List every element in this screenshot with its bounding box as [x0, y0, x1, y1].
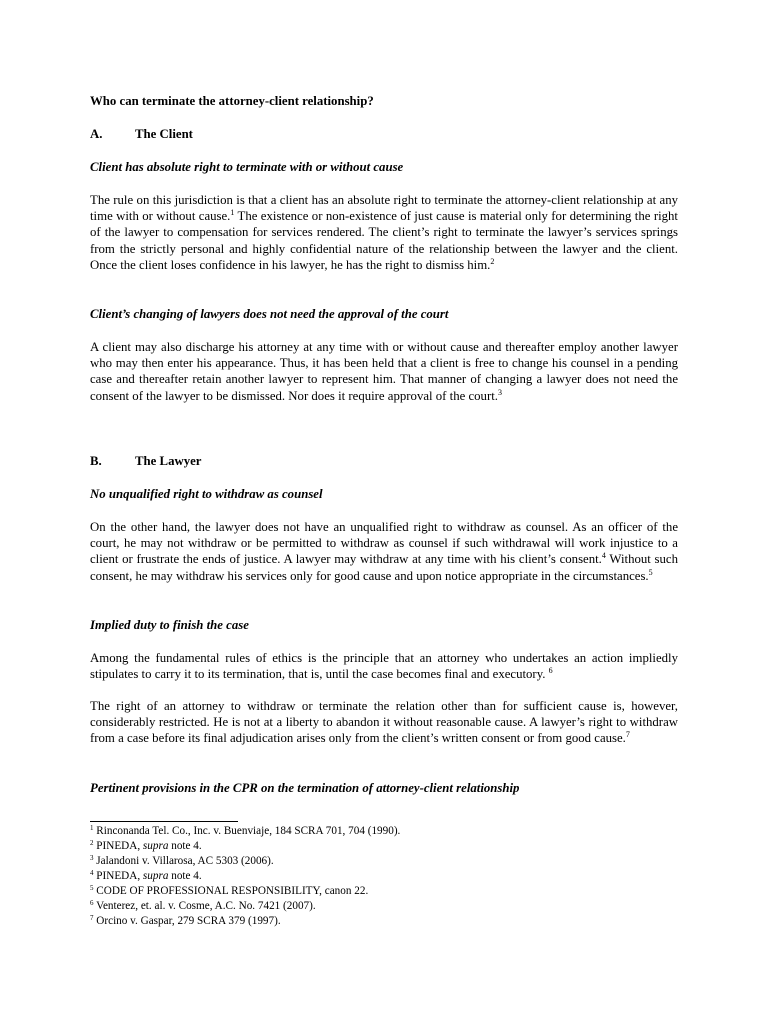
footnote-7	[90, 914, 678, 929]
footnote-text: Jalandoni v. Villarosa, AC 5303 (2006).	[96, 855, 274, 867]
footnote-ref-2: 2	[490, 256, 495, 266]
footnote-number: 5	[90, 884, 94, 892]
paragraph-withdraw-restricted	[90, 698, 678, 747]
footnote-number: 6	[90, 899, 94, 907]
footnote-ref-6: 6	[548, 666, 553, 676]
footnote-1	[90, 824, 678, 839]
footnote-2	[90, 839, 678, 854]
footnote-4	[90, 869, 678, 884]
section-b-heading	[90, 453, 678, 469]
footnote-italic-text: supra	[142, 870, 169, 882]
footnote-text: PINEDA,	[96, 870, 143, 882]
section-a-heading	[90, 126, 678, 142]
subheading-implied-duty: Implied duty to finish the case	[90, 618, 249, 632]
subheading-client-absolute-right: Client has absolute right to terminate with or without cause	[90, 160, 404, 174]
paragraph-changing-lawyers	[90, 339, 678, 404]
paragraph-text: A client may also discharge his attorney at any time with or without cause and thereafter employ another lawyer who may then enter his appearance. Thus, it has been held that a client is free to change his counsel in a pending case and thereafter retain another lawyer to represent him. That manner of changing a lawyer does not need the consent of the lawyer to be dismissed. Nor does it require approval of the court.	[90, 340, 678, 403]
footnote-text: PINEDA,	[96, 840, 143, 852]
paragraph-client-absolute-right	[90, 192, 678, 273]
section-title: The Client	[135, 127, 193, 141]
footnote-separator	[90, 821, 238, 822]
footnote-number: 2	[90, 839, 94, 847]
section-letter: B.	[90, 454, 102, 468]
footnote-text: note 4.	[168, 870, 202, 882]
paragraph-text: Without such consent, he may withdraw his services only for good cause and upon notice appropriate in the circumstances.	[90, 552, 679, 583]
paragraph-text: The rule on this jurisdiction is that a client has an absolute right to terminate the attorney-client relationship at any time with or without cause.	[90, 193, 678, 224]
paragraph-text: The existence or non-existence of just cause is material only for determining the right of the lawyer to compensation for services rendered. The client’s right to terminate the lawyer’s services springs from the strictly personal and highly confidential nature of the relationship between the lawyer and the client. Once the client loses confidence in his lawyer, he has the right to dismiss him.	[90, 209, 678, 272]
footnote-text: Rinconanda Tel. Co., Inc. v. Buenviaje, 184 SCRA 701, 704 (1990).	[96, 825, 401, 837]
footnote-number: 4	[90, 869, 94, 877]
footnote-italic-text: supra	[142, 840, 169, 852]
paragraph-no-unqualified-right	[90, 519, 678, 584]
footnote-text: note 4.	[168, 840, 202, 852]
footnote-ref-4: 4	[601, 551, 606, 561]
paragraph-text: The right of an attorney to withdraw or terminate the relation other than for sufficient cause is, however, considerably restricted. He is not at a liberty to abandon it without reasonable cause. A lawyer’s right to withdraw from a case before its final adjudication arises only from the client’s written consent or from good cause.	[90, 699, 678, 746]
document-question-heading: Who can terminate the attorney-client relationship?	[90, 94, 374, 108]
footnotes	[90, 824, 678, 929]
footnote-ref-5: 5	[648, 567, 653, 577]
paragraph-text: On the other hand, the lawyer does not have an unqualified right to withdraw as counsel. As an officer of the court, he may not withdraw or be permitted to withdraw as counsel if such withdrawal will work injustice to a client or frustrate the ends of justice. A lawyer may withdraw at any time with his client’s consent.	[90, 520, 678, 567]
footnote-ref-3: 3	[497, 387, 502, 397]
section-title: The Lawyer	[135, 454, 202, 468]
footnote-number: 3	[90, 854, 94, 862]
paragraph-text: Among the fundamental rules of ethics is the principle that an attorney who undertakes an action impliedly stipulates to carry it to its termination, that is, until the case becomes final and executory.	[90, 651, 678, 682]
footnote-6	[90, 899, 678, 914]
footnote-3	[90, 854, 678, 869]
footnote-number: 7	[90, 914, 94, 922]
footnote-5	[90, 884, 678, 899]
footnote-ref-7: 7	[625, 730, 630, 740]
footnote-text: Venterez, et. al. v. Cosme, A.C. No. 7421 (2007).	[96, 900, 316, 912]
subheading-no-unqualified-right: No unqualified right to withdraw as counsel	[90, 487, 323, 501]
subheading-changing-lawyers: Client’s changing of lawyers does not need the approval of the court	[90, 307, 449, 321]
footnote-ref-1: 1	[230, 208, 235, 218]
subheading-cpr-provisions: Pertinent provisions in the CPR on the termination of attorney-client relationship	[90, 781, 520, 795]
paragraph-implied-duty	[90, 650, 678, 682]
footnote-text: CODE OF PROFESSIONAL RESPONSIBILITY, canon 22.	[96, 885, 369, 897]
section-letter: A.	[90, 127, 103, 141]
footnote-number: 1	[90, 824, 94, 832]
footnote-text: Orcino v. Gaspar, 279 SCRA 379 (1997).	[96, 915, 281, 927]
